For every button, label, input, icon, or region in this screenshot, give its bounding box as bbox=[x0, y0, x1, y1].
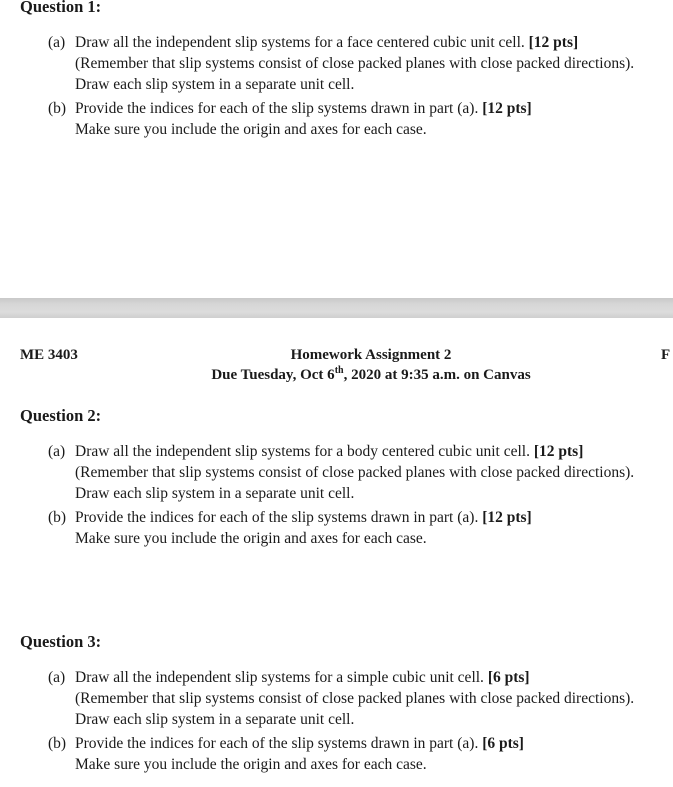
q1-part-a-line-1 bbox=[75, 33, 578, 53]
question-1-title: Question 1: bbox=[20, 0, 102, 16]
due-date-ordinal: th bbox=[334, 365, 344, 376]
question-2-title: Question 2: bbox=[20, 406, 102, 425]
q3-part-b-line-2: Make sure you include the origin and axes for each case. bbox=[75, 756, 427, 773]
due-date bbox=[0, 367, 673, 384]
q3-part-a-line-2: (Remember that slip systems consist of close packed planes with close packed directions). bbox=[75, 690, 635, 707]
q2-part-b-line-1 bbox=[75, 508, 532, 528]
q2-part-a-line-3: Draw each slip system in a separate unit cell. bbox=[75, 485, 355, 502]
q3-part-b-text: Provide the indices for each of the slip systems drawn in part (a). bbox=[75, 735, 479, 752]
due-date-prefix: Due Tuesday, Oct 6 bbox=[211, 367, 335, 383]
q1-part-b-points: [12 pts] bbox=[482, 100, 532, 117]
q1-part-a-line-2: (Remember that slip systems consist of close packed planes with close packed directions). bbox=[75, 55, 635, 72]
q1-part-b-line-1 bbox=[75, 99, 532, 119]
q2-part-b-marker: (b) bbox=[48, 509, 67, 526]
due-date-suffix: , 2020 at 9:35 a.m. on Canvas bbox=[343, 367, 531, 383]
q1-part-a-line-3: Draw each slip system in a separate unit cell. bbox=[75, 76, 355, 93]
q1-part-a-points: [12 pts] bbox=[528, 34, 579, 51]
q3-part-a-points: [6 pts] bbox=[487, 669, 530, 686]
q3-part-b-points: [6 pts] bbox=[482, 735, 524, 752]
header-right-cutoff: F bbox=[661, 347, 671, 363]
course-number: ME 3403 bbox=[20, 347, 78, 363]
q2-part-b-line-2: Make sure you include the origin and axes for each case. bbox=[75, 530, 427, 547]
q1-part-a-marker: (a) bbox=[48, 34, 66, 51]
q2-part-a-text: Draw all the independent slip systems for a body centered cubic unit cell. bbox=[75, 443, 530, 460]
q2-part-a-marker: (a) bbox=[48, 443, 66, 460]
q1-part-b-text: Provide the indices for each of the slip systems drawn in part (a). bbox=[75, 100, 479, 117]
q3-part-a-text: Draw all the independent slip systems for a simple cubic unit cell. bbox=[75, 669, 484, 686]
assignment-title: Homework Assignment 2 bbox=[290, 347, 452, 363]
q2-part-b-points: [12 pts] bbox=[482, 509, 532, 526]
q3-part-b-line-1 bbox=[75, 734, 524, 754]
q1-part-a-text: Draw all the independent slip systems for a face centered cubic unit cell. bbox=[75, 34, 525, 51]
q3-part-a-marker: (a) bbox=[48, 669, 66, 686]
q2-part-a-points: [12 pts] bbox=[533, 443, 584, 460]
q3-part-b-marker: (b) bbox=[48, 735, 67, 752]
q2-part-b-text: Provide the indices for each of the slip systems drawn in part (a). bbox=[75, 509, 479, 526]
page-2 bbox=[0, 318, 673, 787]
page-separator bbox=[0, 298, 673, 318]
page-1 bbox=[0, 0, 673, 298]
q2-part-a-line-2: (Remember that slip systems consist of close packed planes with close packed directions). bbox=[75, 464, 635, 481]
question-3-title: Question 3: bbox=[20, 632, 102, 651]
q1-part-b-line-2: Make sure you include the origin and axes for each case. bbox=[75, 121, 427, 138]
q3-part-a-line-1 bbox=[75, 668, 530, 688]
q1-part-b-marker: (b) bbox=[48, 100, 67, 117]
q3-part-a-line-3: Draw each slip system in a separate unit cell. bbox=[75, 711, 355, 728]
q2-part-a-line-1 bbox=[75, 442, 583, 462]
